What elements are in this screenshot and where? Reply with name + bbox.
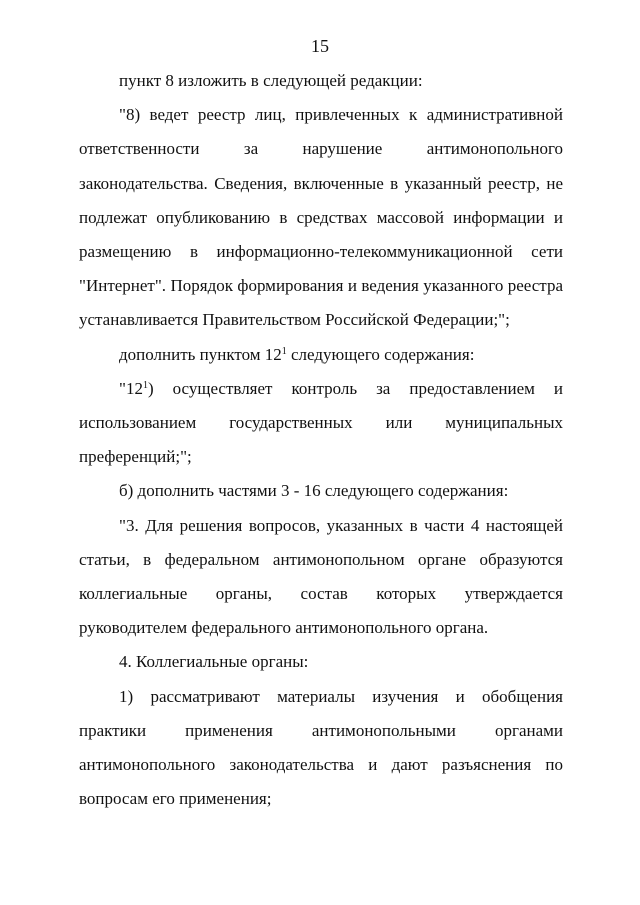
paragraph-point-8-text: "8) ведет реестр лиц, привлеченных к административной ответственности за нарушение антимонопольного законодательства. Сведения, включенные в указанный реестр, не подлежат опубликованию в средствах массовой информации и размещению в информационно-телекоммуникационной сети "Интернет". Порядок формирования и ведения указанного реестра устанавливается Правительством Российской Федерации;"; [79, 105, 563, 330]
superscript-1: 1 [281, 345, 287, 357]
paragraph-add-point-12-1-after: следующего содержания: [286, 344, 475, 364]
paragraph-point-12-1-after: ) осуществляет контроль за предоставлением и использованием государственных или муниципальных преференций;"; [79, 378, 563, 467]
document-body [79, 64, 563, 816]
paragraph-part-3: "3. Для решения вопросов, указанных в части 4 настоящей статьи, в федеральном антимонопольном органе образуются коллегиальные органы, состав которых утверждается руководителем федерального антимонопольного органа. [79, 515, 563, 638]
superscript-1: 1 [142, 379, 148, 391]
paragraph-add-point-12-1 [79, 338, 563, 372]
paragraph-point-12-1-before: "12 [119, 378, 143, 398]
paragraph-part-4-item-1: 1) рассматривают материалы изучения и обобщения практики применения антимонопольными органами антимонопольного законодательства и дают разъяснения по вопросам его применения; [79, 686, 563, 809]
paragraph-add-point-12-1-before: дополнить пунктом 12 [119, 344, 282, 364]
page-number: 15 [311, 36, 329, 56]
paragraph-part-4-heading: 4. Коллегиальные органы: [119, 652, 309, 672]
paragraph-add-parts-3-16: б) дополнить частями 3 - 16 следующего содержания: [119, 481, 509, 501]
paragraph-amend-point-8: пункт 8 изложить в следующей редакции: [119, 71, 423, 90]
paragraph-point-12-1-text [79, 372, 563, 475]
